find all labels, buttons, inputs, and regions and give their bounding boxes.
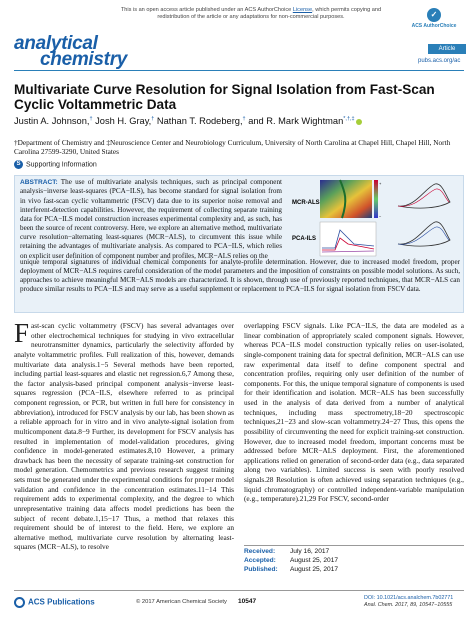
dates-rule [244, 545, 464, 546]
publisher-name: ACS Publications [28, 597, 95, 607]
license-link[interactable]: License [292, 7, 313, 13]
journal-logo-line2: chemistry [40, 49, 128, 71]
journal-logo-line1: analytical [14, 33, 98, 54]
supporting-info-label: Supporting Information [26, 161, 97, 169]
doi-link[interactable]: DOI: 10.1021/acs.analchem.7b02771 [364, 595, 454, 601]
supporting-info-link[interactable] [14, 160, 97, 169]
supporting-info-icon: S [14, 160, 23, 169]
mcr-voltammogram [398, 184, 450, 208]
pca-voltammogram [398, 222, 450, 246]
authorchoice-icon: ✓ [427, 8, 441, 22]
authorchoice-badge[interactable] [404, 8, 464, 29]
author-list [14, 116, 454, 126]
abstract-body-1: The use of multivariate analysis techniques, such as principal component analysis−inverse least-squares (PCA−ILS), has become standard for signal isolation from in vivo fast-scan cyclic voltammetric (FSCV) data due to its superior noise removal and interferent-detection capabilities. However, the requirement of collecting separate training data for PCA−ILS model construction increases experimental complexity and, as such, has been the source of recent controversy. Here, we explore an alternative method, multivariate curve resolution−alternating least-squares (MCR−ALS), to circumvent this issue while retaining the advantages of multivariate analysis. As compared to PCA−ILS, which relies on explicit user definition of component number and profiles, MCR−ALS relies on the [20, 178, 283, 260]
publication-dates [244, 548, 464, 575]
date-value: July 16, 2017 [290, 548, 330, 555]
drop-cap: F [14, 318, 30, 348]
affiliations: †Department of Chemistry and ‡Neuroscience Center and Neurobiology Curriculum, University of North Carolina at Chapel Hill, Chapel Hill, North Carolina 27599-3290, United States [14, 138, 451, 157]
color-bar [374, 180, 378, 218]
copyright: © 2017 American Chemical Society [136, 599, 227, 605]
abstract-label: ABSTRACT: [20, 179, 58, 186]
body-column-right [244, 321, 464, 504]
date-row [244, 557, 464, 566]
date-label: Published: [244, 565, 278, 573]
badge-label: ACS AuthorChoice [411, 23, 457, 29]
author-name[interactable]: Nathan T. Rodeberg, [156, 116, 243, 127]
body-column-left [14, 318, 234, 552]
author-affil-mark: *,†,‡ [343, 116, 355, 122]
citation: Anal. Chem. 2017, 89, 10547−10555 [364, 602, 453, 609]
colorbar-bottom-label: − [379, 214, 382, 219]
author-affil-mark: † [242, 116, 246, 122]
footer-rule [14, 590, 464, 591]
author-affil-mark: † [89, 116, 93, 122]
toc-label-pca: PCA-ILS [292, 236, 316, 242]
date-label: Accepted: [244, 556, 276, 564]
author-name[interactable]: Justin A. Johnson, [14, 116, 90, 127]
notice-text-end: , which permits copying and redistribution of the article or any adaptations for non-commercial purposes. [157, 7, 382, 21]
date-value: August 25, 2017 [290, 556, 339, 564]
acs-logo-icon [14, 597, 25, 608]
abstract-text-part2: unique temporal signatures of individual chemical components for analyte-profile determination. However, due to increased model freedom, proper deployment of MCR−ALS requires careful consideration of the model parameters and the imposition of constraints on possible model solutions. As such, approaches to achieve meaningful MCR−ALS models are characterized. It is shown, through use of previously reported techniques, that MCR−ALS can produce similar results to PCA−ILS and may serve as a useful supplement or replacement to PCA−ILS for signal isolation from FSCV data. [20, 258, 460, 294]
notice-text: This is an open access article published under an ACS AuthorChoice [120, 7, 293, 13]
doi-block [364, 595, 453, 610]
journal-url[interactable]: pubs.acs.org/ac [418, 58, 461, 64]
header-rule [14, 70, 464, 71]
page-number: 10547 [238, 598, 257, 605]
publisher-logo[interactable] [14, 597, 95, 608]
journal-logo [14, 33, 128, 71]
date-row [244, 566, 464, 575]
toc-graphic [290, 178, 462, 258]
colorbar-top-label: + [379, 181, 382, 186]
body-text-right: overlapping FSCV signals. Like PCA−ILS, the data are modeled as a linear combination of appropriately scaled component signals. However, whereas PCA−ILS model construction typically relies on user-isolated, single-component training data for spectral definition, MCR−ALS can use raw experimental data itself to define component spectral and concentration profiles, requiring only user definition of the number of components. For this, the unique temporal signature of components is used for their identification and isolation. MCR−ALS has been successfully used in the analysis of data derived from a number of analytical techniques, including mass spectrometry,18−20 spectroscopic techniques,21−23 and slow-scan voltammetry.24−27 Thus, this opens the possibility of circumventing the need for explicit training-set construction. However, due to increased model freedom, important concerns must be addressed before MCR−ALS deployment. First, the aforementioned applications relied on generation of second-order data (e.g., data separated along two variables). Limited success is seen with poorly resolved signals.28 Resolution is often achieved using separation techniques (e.g., liquid chromatography) or controlled independent-variable manipulation (e.g., temperature).21,29 For FSCV, second-order [244, 321, 464, 504]
body-text-left: ast-scan cyclic voltammetry (FSCV) has several advantages over other electrochemical techniques for studying in vivo extracellular neurotransmitter dynamics, particularly the selectivity afforded by analyte voltammetric profiles. Full realization of this, however, demands multivariate data analysis.1−5 Several methods have been reported, including partial least-squares and elastic net regression.6,7 Among these, the factor analysis-based principal component analysis−inverse least-squares regression (PCA−ILS, elsewhere referred to as principal component regression, or PCR, but written in full here for consistency in abbreviation), introduced for FSCV analysis by our lab, has been shown as a reliable approach for in vitro and in vivo analyte-signal isolation from multicomponent data.8−9 Further, its development for FSCV analysis has resulted in implementation of model-validation procedures, giving confidence in model-generated estimates.8,10 However, a primary drawback has been the necessity of separate training-set construction for model generation. Chemometrics and previous research suggest training sets must be generated under the experimental conditions for proper model validation and confidence in the concentration estimates.11−14 This requirement adds to experimental complexity, and the degree to which unrepresentative training data affects model predictions has been the subject of recent debate.1,15−17 Thus, a method that relaxes this requirement should be of interest to the field. Here, we explore an alternative method, multivariate curve resolution by alternating least-squares (MCR−ALS), to resolve [14, 321, 234, 552]
toc-label-mcr: MCR-ALS [292, 200, 320, 206]
date-value: August 25, 2017 [290, 565, 339, 573]
date-row [244, 548, 464, 557]
orcid-icon[interactable] [356, 119, 362, 125]
article-title: Multivariate Curve Resolution for Signal Isolation from Fast-Scan Cyclic Voltammetric Data [14, 82, 435, 112]
author-name[interactable]: Josh H. Gray, [95, 116, 152, 127]
article-type-tab: Article [428, 44, 466, 54]
abstract-text-part1 [20, 178, 282, 261]
author-affil-mark: † [151, 116, 155, 122]
date-label: Received: [244, 548, 276, 555]
author-name[interactable]: and R. Mark Wightman [248, 116, 344, 127]
license-notice [120, 7, 382, 22]
